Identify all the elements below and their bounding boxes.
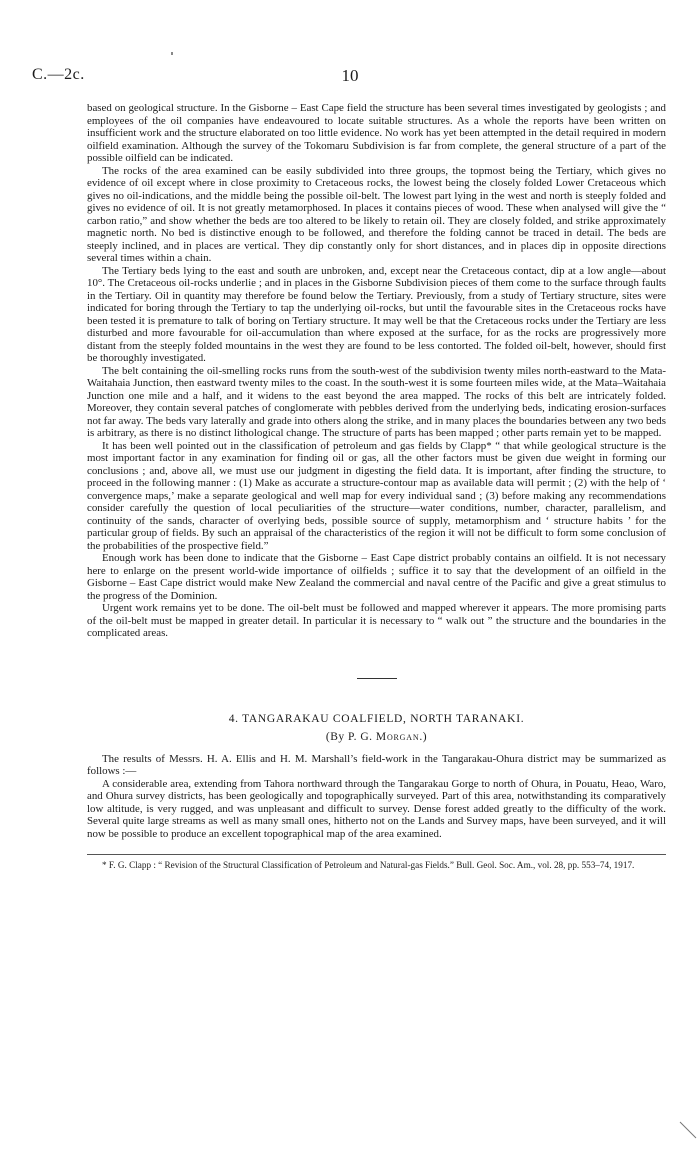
paragraph-urgent-work: Urgent work remains yet to be done. The oil-belt must be followed and mapped wherever it appears. The more promising parts of the oil-belt must be mapped in greater detail. In particular it is necessary to “ walk out ” the structure and the boundaries in the complicated areas.: [87, 602, 666, 639]
byline-author: Morgan: [375, 731, 420, 743]
footnote-divider: [87, 854, 666, 855]
page-header: [32, 66, 668, 86]
footnote: * F. G. Clapp : “ Revision of the Structural Classification of Petroleum and Natural-gas Fields.” Bull. Geol. Soc. Am., vol. 28, pp. 553–74, 1917.: [102, 860, 635, 870]
byline-suffix: .): [419, 731, 428, 743]
byline-prefix: (By P. G.: [325, 731, 376, 743]
scan-mark: [171, 52, 173, 55]
page-number: 10: [341, 66, 359, 85]
paragraph-rock-groups: The rocks of the area examined can be easily subdivided into three groups, the topmost being the Tertiary, which gives no evidence of oil except where in close proximity to Cretaceous rocks, the lowest being the closely folded Lower Cretaceous which gives no oil-indications, and the middle being the possible oil-belt. The lowest part lying in the west and north is steeply folded and gives no evidence of oil. It is not greatly metamorphosed. In places it contains pieces of wood. These when analysed will give the “ carbon ratio,” and show whether the beds are too altered to be likely to retain oil. They are closely folded, and strike approximately magnetic north. No bed is distinctive enough to be followed, and therefore the folding cannot be traced in detail. The beds are steeply inclined, and in places are vertical. They dip constantly only for short distances, and in places dip in opposite directions several times within a chain.: [87, 164, 666, 264]
section-title: 4. TANGARAKAU COALFIELD, NORTH TARANAKI.: [228, 712, 525, 725]
paragraph-oil-belt: The belt containing the oil-smelling rocks runs from the south-west of the subdivision twenty miles north-eastward to the Mata-Waitahaia Junction, then eastward twenty miles to the coast. In the south-west it is some fourteen miles wide, at the Mata–Waitahaia Junction one mile and a half, and it widens to the east beyond the area mapped. The rocks of this belt are intricately folded. Moreover, they contain several patches of conglomerate with pebbles derived from the underlying beds, indicating erosion-surfaces not far away. The beds vary laterally and grade into others along the strike, and in many places the boundaries between any two beds is arbitrary, as there is no distinct lithological change. The structure of parts has been mapped ; other parts remain yet to be mapped.: [87, 364, 666, 439]
section-divider: [357, 678, 397, 679]
paragraph-survey-area: A considerable area, extending from Tahora northward through the Tangarakau Gorge to north of Ohura, in Pouatu, Heao, Waro, and Ohura survey districts, has been geologically and topographically surveyed. Part of this area, notwithstanding its comparatively low altitude, is very rugged, and was unpleasant and difficult to survey. Dense forest added greatly to the difficulty of the work. Several quite large streams as well as many small ones, hitherto not on the Lands and Survey maps, have been surveyed, and it will now be possible to produce an excellent topographical map of the area examined.: [87, 777, 666, 840]
paragraph-oilfield-importance: Enough work has been done to indicate that the Gisborne – East Cape district probably contains an oilfield. It is not necessary here to enlarge on the present world-wide importance of oilfields ; suffice it to say that the development of an oilfield in the Gisborne – East Cape district would make New Zealand the commercial and naval centre of the Pacific and give a great stimulus to the progress of the Dominion.: [87, 552, 666, 602]
section-byline: [87, 731, 666, 744]
page-body: [87, 102, 666, 871]
paragraph-clapp-quote: It has been well pointed out in the classification of petroleum and gas fields by Clapp* “ that while geological structure is the most important factor in any examination for finding oil or gas, all the other factors must be given due weight in forming our conclusions ; and, above all, we must use our judgment in digesting the field data. It is important, after finding the structure, to proceed in the following manner : (1) Make as accurate a structure-contour map as available data will permit ; (2) with the help of ‘ convergence maps,’ make a separate geological and well map for every individual sand ; (3) before making any recommendations consider carefully the question of local peculiarities of the structure—water conditions, number, character, parallelism, and continuity of the sands, character of overlying beds, possible source of supply, metamorphism and ‘ structure habits ’ for the particular group of fields. By such an appraisal of the characteristics of the region it will not be difficult to form some conclusion of the probabilities of the prospective field.”: [87, 439, 666, 552]
paragraph-field-work-summary: The results of Messrs. H. A. Ellis and H. M. Marshall’s field-work in the Tangarakau-Ohura district may be summarized as follows :—: [87, 752, 666, 777]
paragraph-structure-intro: based on geological structure. In the Gisborne – East Cape field the structure has been several times investigated by geologists ; and employees of the oil companies have endeavoured to locate suitable structures. As a whole the reports have been written on insufficient work and the structure elaborated on too little evidence. No work has yet been attempted in the detail required in modern oilfield examination. Although the survey of the Tokomaru Subdivision is far from complete, the general structure of a part of the possible oilfield can be indicated.: [87, 102, 666, 164]
page-corner-mark: [678, 1118, 698, 1140]
paragraph-tertiary-beds: The Tertiary beds lying to the east and south are unbroken, and, except near the Cretaceous contact, dip at a low angle—about 10°. The Cretaceous oil-rocks underlie ; and in places in the Gisborne Subdivision pieces of them come to the surface through faults in the Tertiary. Oil in quantity may therefore be found below the Tertiary. Previously, from a study of Tertiary structure, sites were indicated for boring through the Tertiary to tap the underlying oil-rocks, but until the favourable sites in the Cretaceous rocks have been tested it is premature to talk of boring on Tertiary structure. It may well be that the Cretaceous rocks under the Tertiary are less disturbed and more favourable for oil-accumulation than where exposed at the surface, for as the rocks are progressively more distant from the steeply folded mountains in the west they are found to be less contorted. The folded oil-belt, however, should first be thoroughly investigated.: [87, 264, 666, 364]
document-reference: C.—2c.: [32, 66, 85, 83]
